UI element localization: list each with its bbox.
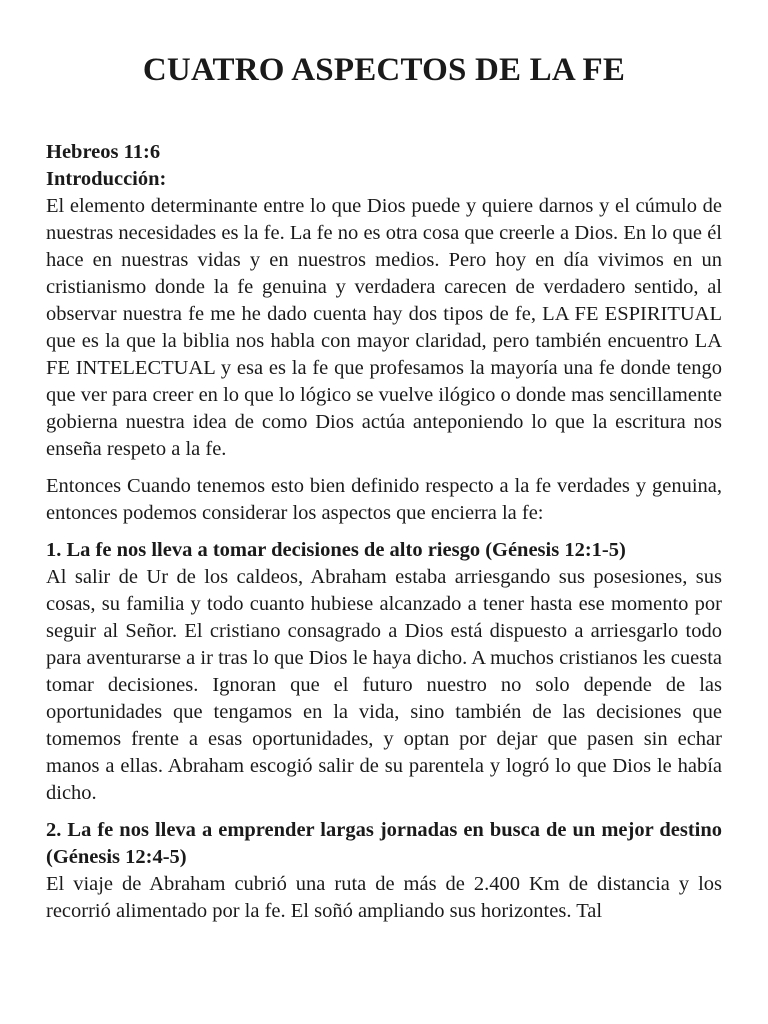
section-1-body: Al salir de Ur de los caldeos, Abraham estaba arriesgando sus posesiones, sus cosas, su familia y todo cuanto hubiese alcanzado a tener hasta ese momento por seguir al Señor. El cristiano consagrado a Dios está dispuesto a arriesgarlo todo para aventurarse a ir tras lo que Dios le haya dicho. A muchos cristianos les cuesta tomar decisiones. Ignoran que el futuro nuestro no solo depende de las oportunidades que tengamos en la vida, sino también de las decisiones que tomemos frente a esas oportunidades, y optan por dejar que pasen sin echar manos a ellas. Abraham escogió salir de su parentela y logró lo que Dios le había dicho. <box>46 566 722 804</box>
paragraph-gap <box>46 807 722 817</box>
section-2-heading: 2. La fe nos lleva a emprender largas jornadas en busca de un mejor destino (Génesis 12:4-5) <box>46 819 722 868</box>
transition-paragraph: Entonces Cuando tenemos esto bien definido respecto a la fe verdades y genuina, entonces podemos considerar los aspectos que encierra la fe: <box>46 475 722 524</box>
document-title: CUATRO ASPECTOS DE LA FE <box>142 52 626 88</box>
intro-paragraph: El elemento determinante entre lo que Dios puede y quiere darnos y el cúmulo de nuestras necesidades es la fe. La fe no es otra cosa que creerle a Dios. En lo que él hace en nuestras vidas y en nuestros medios. Pero hoy en día vivimos en un cristianismo donde la fe genuina y verdadera carecen de verdadero sentido, al observar nuestra fe me he dado cuenta hay dos tipos de fe, LA FE ESPIRITUAL que es la que la biblia nos habla con mayor claridad, pero también encuentro LA FE INTELECTUAL y esa es la fe que profesamos la mayoría una fe donde tengo que ver para creer en lo que lo lógico se vuelve ilógico o donde mas sencillamente gobierna nuestra idea de como Dios actúa anteponiendo lo que la escritura nos enseña respeto a la fe. <box>46 195 722 460</box>
section-1-heading: 1. La fe nos lleva a tomar decisiones de alto riesgo (Génesis 12:1-5) <box>46 539 626 561</box>
intro-heading: Introducción: <box>46 168 167 190</box>
section-2-body: El viaje de Abraham cubrió una ruta de más de 2.400 Km de distancia y los recorrió alimentado por la fe. El soñó ampliando sus horizontes. Tal <box>46 873 722 922</box>
scripture-reference: Hebreos 11:6 <box>46 141 161 163</box>
title-spacer <box>46 90 722 139</box>
paragraph-gap <box>46 527 722 537</box>
paragraph-gap <box>46 463 722 473</box>
